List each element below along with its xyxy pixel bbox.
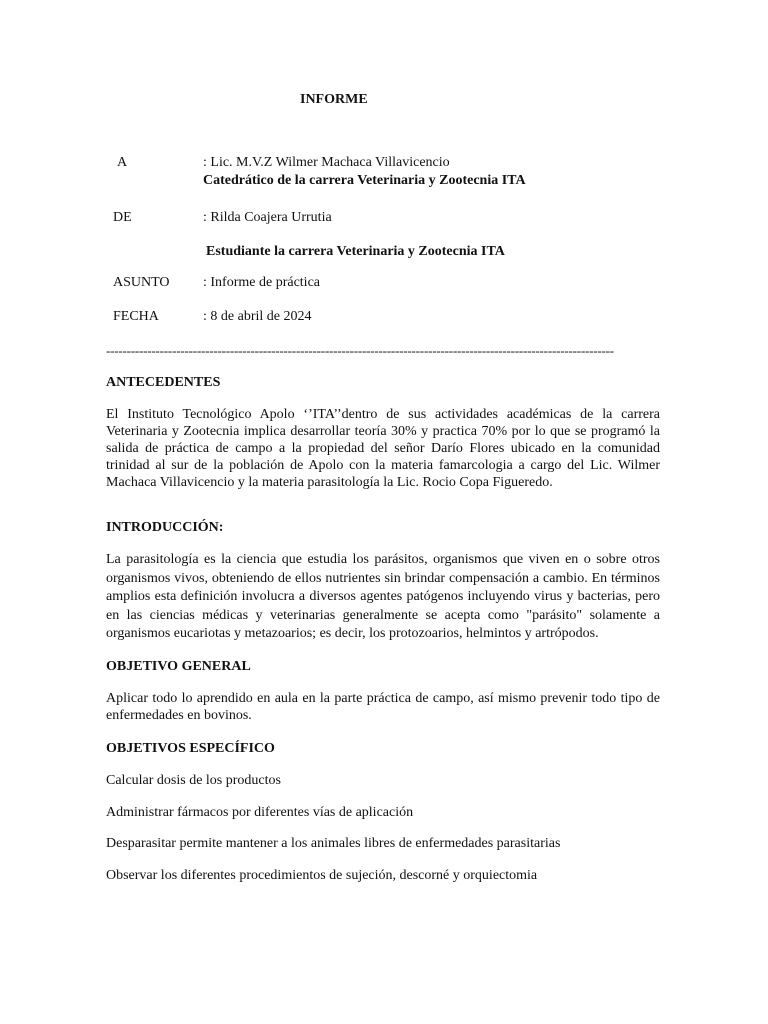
header-asunto-label: ASUNTO [113,275,170,290]
header-fecha-label: FECHA [113,309,159,324]
header-de-subtitle: Estudiante la carrera Veterinaria y Zootecnia ITA [206,244,505,259]
separator-line: --------------------------------------------------------------------------------------------------------------------------- [106,343,614,358]
objetivo-especifico-item: Administrar fármacos por diferentes vías de aplicación [106,805,414,820]
objetivo-especifico-item: Desparasitar permite mantener a los animales libres de enfermedades parasitarias [106,836,561,851]
objetivo-general-paragraph: Aplicar todo lo aprendido en aula en la parte práctica de campo, así mismo prevenir todo tipo de enfermedades en bovinos. [106,691,660,723]
objetivo-especifico-item: Observar los diferentes procedimientos de sujeción, descorné y orquiectomia [106,868,538,883]
objetivos-especificos-heading: OBJETIVOS ESPECÍFICO [106,741,275,756]
introduccion-paragraph: La parasitología es la ciencia que estudia los parásitos, organismos que viven en o sobre otros organismos vivos, obteniendo de ellos nutrientes sin brindar compensación a cambio. En términos amplios esta definición involucra a diversos agentes patógenos incluyendo virus y bacterias, pero en las ciencias médicas y veterinarias generalmente se acepta como "parásito" solamente a organismos eucariotas y metazoarios; es decir, los protozoarios, helmintos y artrópodos. [106,552,660,641]
header-a-label: A [117,155,128,170]
header-a-value: : Lic. M.V.Z Wilmer Machaca Villavicencio [203,155,450,170]
header-de-label: DE [113,210,132,225]
antecedentes-paragraph: El Instituto Tecnológico Apolo ‘’ITA’’dentro de sus actividades académicas de la carrera Veterinaria y Zootecnia implica desarrollar teoría 30% y practica 70% por lo que se programó la salida de práctica de campo a la propiedad del señor Darío Flores ubicado en la comunidad trinidad al sur de la población de Apolo con la materia famarcologia a cargo del Lic. Wilmer Machaca Villavicencio y la materia parasitología la Lic. Rocio Copa Figueredo. [106,407,660,490]
document-title: INFORME [300,92,368,107]
objetivo-especifico-item: Calcular dosis de los productos [106,773,281,788]
header-asunto-value: : Informe de práctica [203,275,320,290]
header-fecha-value: : 8 de abril de 2024 [203,309,312,324]
objetivo-general-heading: OBJETIVO GENERAL [106,659,251,674]
introduccion-heading: INTRODUCCIÓN: [106,520,224,535]
header-de-value: : Rilda Coajera Urrutia [203,210,332,225]
header-a-subtitle: Catedrático de la carrera Veterinaria y Zootecnia ITA [203,173,526,188]
antecedentes-heading: ANTECEDENTES [106,375,221,390]
